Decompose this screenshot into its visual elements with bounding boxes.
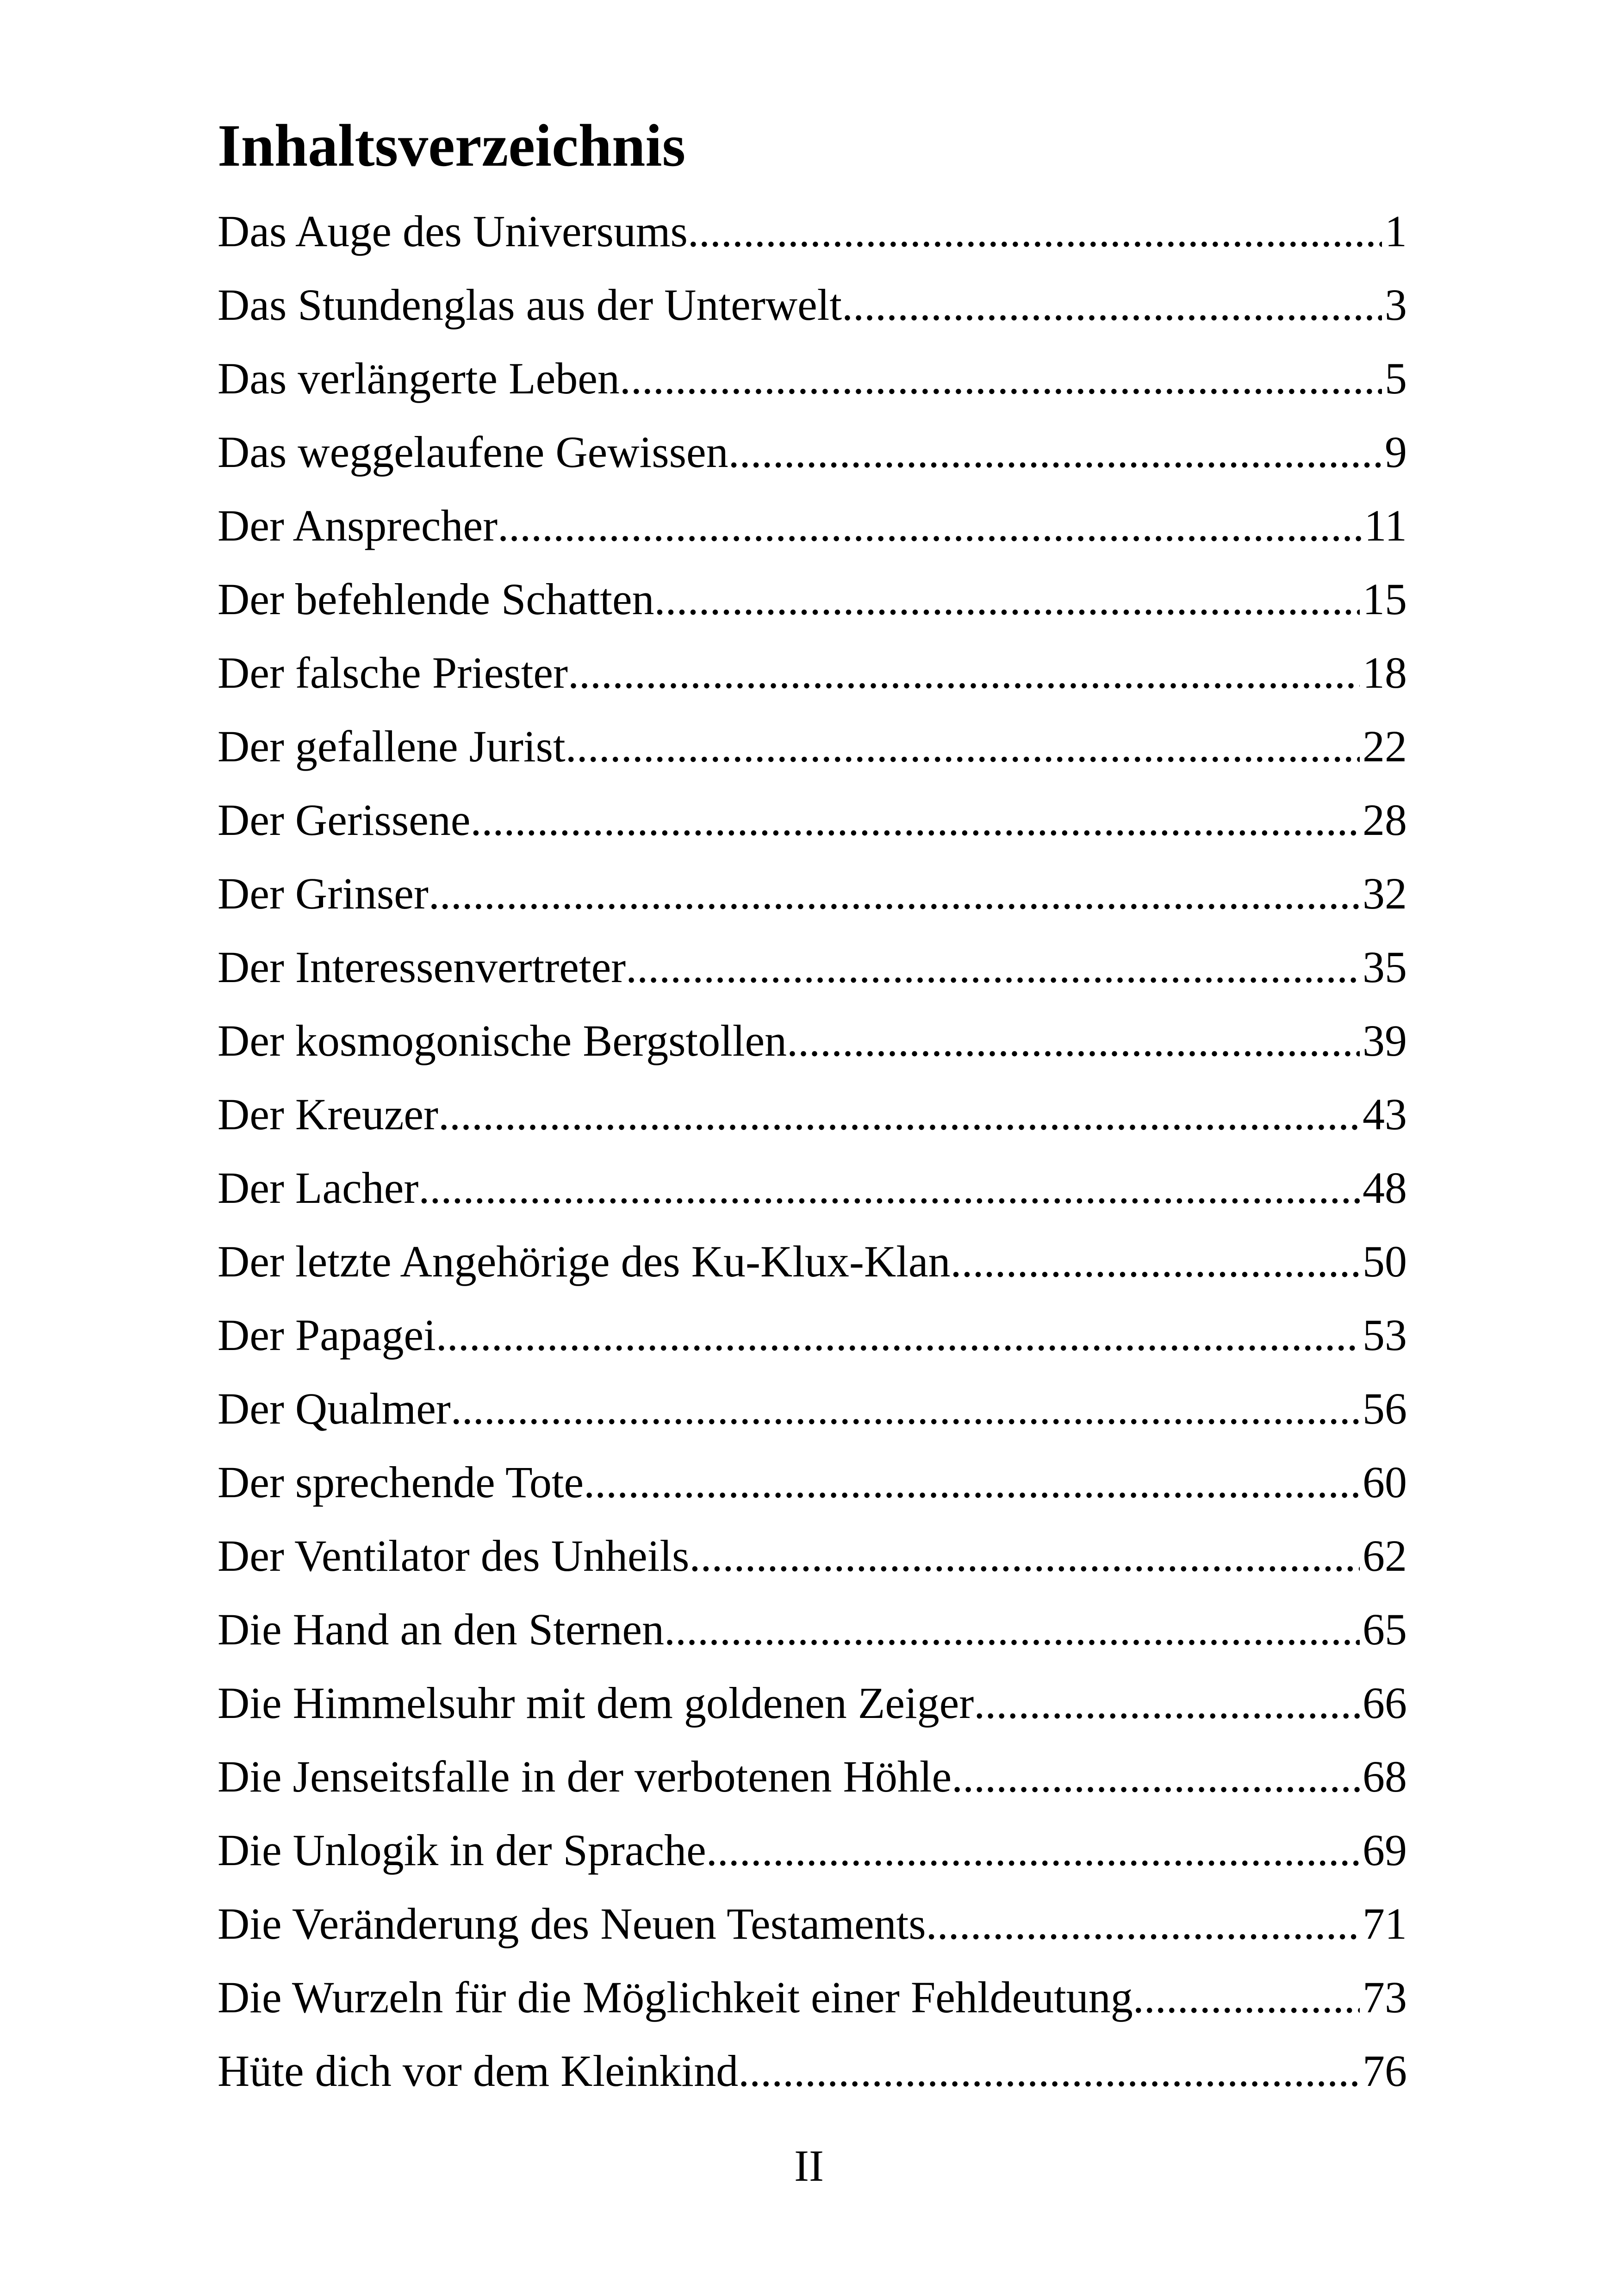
toc-entry [218,709,1407,783]
toc-entry [218,489,1407,562]
toc-entry-page: 65 [1363,1605,1407,1654]
toc-entry [218,1666,1407,1740]
toc-entry-page: 3 [1385,280,1407,330]
toc-dot-leader [952,1740,1360,1813]
toc-dot-leader [974,1666,1360,1740]
toc-entry-title: Der Grinser [218,869,429,918]
table-of-contents [218,194,1407,2108]
toc-entry-title: Der Interessenvertreter [218,942,626,992]
toc-entry-page: 71 [1363,1899,1407,1948]
toc-entry-page: 68 [1363,1752,1407,1801]
toc-entry-title: Der Papagei [218,1310,436,1360]
toc-dot-leader [429,857,1360,930]
toc-entry [218,783,1407,857]
page-title: Inhaltsverzeichnis [218,112,686,179]
toc-entry-page: 18 [1363,648,1407,697]
toc-dot-leader [626,930,1360,1004]
toc-entry [218,930,1407,1004]
toc-dot-leader [620,342,1382,415]
toc-dot-leader [438,1077,1360,1151]
toc-entry-page: 73 [1363,1972,1407,2022]
toc-entry [218,1740,1407,1813]
toc-entry [218,857,1407,930]
toc-entry [218,268,1407,342]
toc-entry-page: 1 [1385,206,1407,256]
page-number: II [794,2141,824,2190]
toc-dot-leader [950,1225,1360,1298]
toc-entry-title: Das weggelaufene Gewissen [218,427,728,477]
toc-entry-title: Die Himmelsuhr mit dem goldenen Zeiger [218,1678,974,1728]
toc-entry-title: Die Hand an den Sternen [218,1605,665,1654]
toc-entry [218,1077,1407,1151]
toc-entry [218,415,1407,489]
toc-dot-leader [584,1445,1360,1519]
toc-entry-title: Der Gerissene [218,795,471,845]
toc-entry-page: 35 [1363,942,1407,992]
toc-entry-page: 60 [1363,1457,1407,1507]
toc-entry-title: Der gefallene Jurist [218,722,566,771]
toc-entry-page: 66 [1363,1678,1407,1728]
toc-entry-page: 53 [1363,1310,1407,1360]
toc-dot-leader [418,1151,1360,1225]
toc-entry-title: Der Kreuzer [218,1089,438,1139]
toc-entry [218,1004,1407,1077]
toc-entry-title: Die Veränderung des Neuen Testaments [218,1899,926,1948]
toc-entry-title: Das Stundenglas aus der Unterwelt [218,280,842,330]
toc-dot-leader [926,1887,1360,1960]
toc-entry-title: Der befehlende Schatten [218,574,654,624]
toc-entry-title: Die Unlogik in der Sprache [218,1825,706,1875]
toc-entry-page: 62 [1363,1531,1407,1580]
toc-entry-title: Der falsche Priester [218,648,568,697]
toc-entry-page: 32 [1363,869,1407,918]
toc-dot-leader [568,636,1360,709]
toc-entry [218,1960,1407,2034]
toc-dot-leader [689,1519,1360,1593]
toc-entry-title: Die Jenseitsfalle in der verbotenen Höhle [218,1752,952,1801]
toc-entry-title: Der sprechende Tote [218,1457,584,1507]
toc-entry-page: 5 [1385,354,1407,403]
toc-entry-page: 9 [1385,427,1407,477]
toc-dot-leader [566,709,1360,783]
toc-dot-leader [436,1298,1360,1372]
toc-entry-page: 39 [1363,1016,1407,1065]
toc-entry [218,1813,1407,1887]
toc-entry [218,562,1407,636]
toc-entry-page: 48 [1363,1163,1407,1213]
toc-entry-title: Der Ansprecher [218,501,498,550]
toc-entry-page: 76 [1363,2046,1407,2096]
toc-entry [218,1298,1407,1372]
toc-dot-leader [706,1813,1360,1887]
toc-dot-leader [842,268,1382,342]
toc-dot-leader [787,1004,1360,1077]
toc-entry-title: Die Wurzeln für die Möglichkeit einer Fehldeutung [218,1972,1133,2022]
toc-entry [218,2034,1407,2108]
toc-entry-title: Der kosmogonische Bergstollen [218,1016,787,1065]
toc-dot-leader [738,2034,1360,2108]
toc-dot-leader [470,783,1360,857]
toc-entry-page: 22 [1363,722,1407,771]
toc-entry-page: 69 [1363,1825,1407,1875]
toc-entry-title: Das Auge des Universums [218,206,688,256]
toc-entry [218,342,1407,415]
toc-entry-page: 15 [1363,574,1407,624]
toc-dot-leader [498,489,1362,562]
toc-entry-title: Das verlängerte Leben [218,354,620,403]
toc-dot-leader [688,194,1382,268]
toc-dot-leader [1133,1960,1360,2034]
toc-entry-page: 56 [1363,1384,1407,1433]
toc-entry [218,194,1407,268]
toc-entry [218,636,1407,709]
toc-entry [218,1887,1407,1960]
toc-entry-page: 28 [1363,795,1407,845]
toc-entry-page: 43 [1363,1089,1407,1139]
toc-dot-leader [728,415,1382,489]
toc-entry [218,1519,1407,1593]
toc-entry [218,1372,1407,1445]
toc-entry-title: Hüte dich vor dem Kleinkind [218,2046,739,2096]
toc-entry [218,1151,1407,1225]
toc-dot-leader [654,562,1360,636]
toc-entry-page: 50 [1363,1237,1407,1286]
toc-entry-page: 11 [1364,501,1407,550]
toc-entry [218,1445,1407,1519]
toc-dot-leader [664,1593,1360,1666]
toc-dot-leader [451,1372,1360,1445]
toc-entry-title: Der Qualmer [218,1384,451,1433]
toc-entry-title: Der Lacher [218,1163,419,1213]
toc-entry [218,1593,1407,1666]
toc-entry [218,1225,1407,1298]
toc-entry-title: Der Ventilator des Unheils [218,1531,690,1580]
toc-entry-title: Der letzte Angehörige des Ku-Klux-Klan [218,1237,951,1286]
